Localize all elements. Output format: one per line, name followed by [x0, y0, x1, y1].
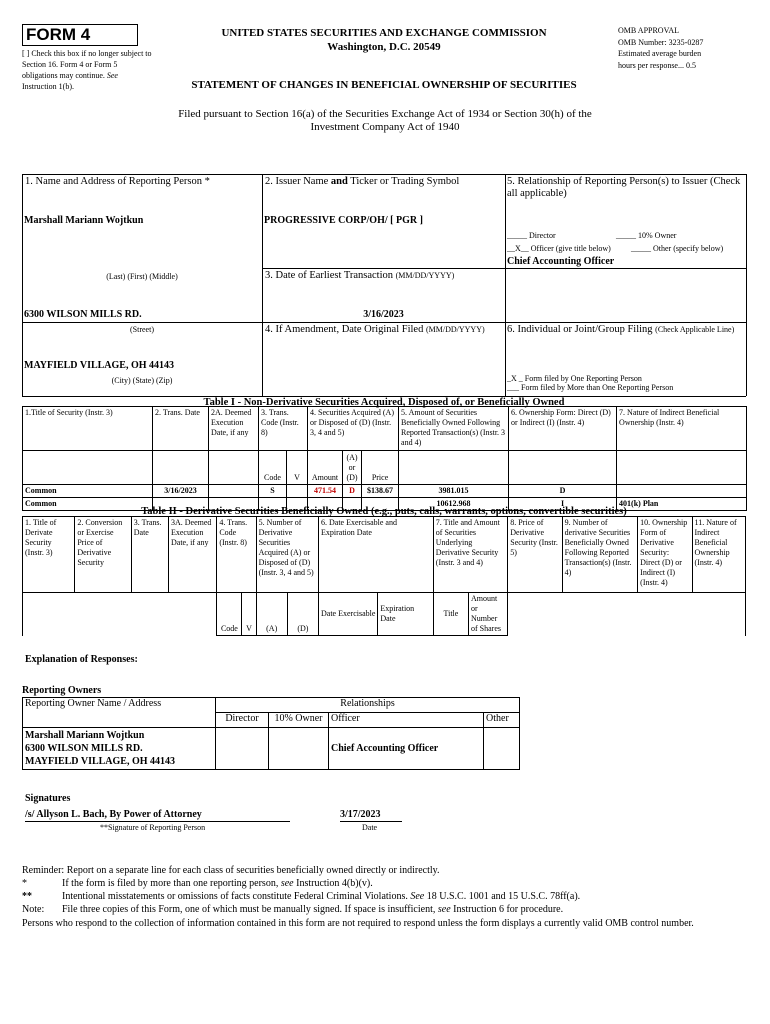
t2-h-owned: 9. Number of derivative Securities Beneficially Owned Following Reported Transaction(s) (Instr. 4) [562, 517, 638, 593]
statement-title: STATEMENT OF CHANGES IN BENEFICIAL OWNERSHIP OF SECURITIES [191, 79, 577, 91]
table2-title: Table II - Derivative Securities Beneficially Owned (e.g., puts, calls, warrants, options, convertible securities) [141, 506, 627, 517]
owners-col-officer: Officer [329, 713, 484, 728]
owners-col-director: Director [216, 713, 269, 728]
t1-sub-price: Price [362, 451, 399, 485]
issuer-name: PROGRESSIVE CORP/OH/ [ PGR ] [264, 215, 423, 226]
officer-title: Chief Accounting Officer [507, 256, 615, 267]
t1-h-title: 1.Title of Security (Instr. 3) [23, 407, 153, 451]
table1 [22, 406, 747, 511]
t1-sub-v: V [287, 451, 308, 485]
explanation-heading: Explanation of Responses: [25, 654, 138, 665]
t2-h-number: 5. Number of Derivative Securities Acquired (A) or Disposed of (D) (Instr. 3, 4 and 5) [256, 517, 318, 593]
checkbox-note[interactable]: [ ] Check this box if no longer subject to Section 16. Form 4 or Form 5 obligations may continue. See Instruction 1(b). [22, 49, 152, 91]
note-double-star-text: Intentional misstatements or omissions of facts constitute Federal Criminal Violations. See 18 U.S.C. 1001 and 15 U.S.C. 78ff(a). [62, 891, 581, 902]
signature-date: 3/17/2023 [340, 809, 381, 820]
owners-relationships: Relationships [216, 698, 520, 713]
owners-col-other: Other [484, 713, 520, 728]
note-star-text: If the form is filed by more than one reporting person, see Instruction 4(b)(v). [62, 878, 373, 889]
owners-heading: Reporting Owners [22, 685, 102, 696]
owners-col-10pct: 10% Owner [269, 713, 329, 728]
owners-col-name: Reporting Owner Name / Address [23, 698, 216, 728]
t1-h-deemed: 2A. Deemed Execution Date, if any [209, 407, 259, 451]
relationship-officer[interactable]: __X__ Officer (give title below) [507, 244, 611, 253]
t2-sub-title: Title [433, 593, 468, 636]
t1-h-acquired: 4. Securities Acquired (A) or Disposed of (D) (Instr. 3, 4 and 5) [308, 407, 399, 451]
filing-option-multiple[interactable]: ___ Form filed by More than One Reporting Person [507, 383, 674, 392]
t2-h-underlying: 7. Title and Amount of Securities Underlying Derivative Security (Instr. 3 and 4) [433, 517, 508, 593]
t1-h-amount-owned: 5. Amount of Securities Beneficially Owned Following Reported Transaction(s) (Instr. 3 and 4) [399, 407, 509, 451]
table-row: Common 3/16/2023 S 471.54 D $138.67 3981.015 D [23, 485, 747, 498]
table-row: Common 10612.968 I 401(k) Plan [23, 498, 747, 511]
t2-h-exercisable: 6. Date Exercisable and Expiration Date [319, 517, 434, 593]
signer-name: /s/ Allyson L. Bach, By Power of Attorney [25, 809, 202, 820]
t2-h-date: 3. Trans. Date [131, 517, 168, 593]
table2 [22, 516, 746, 636]
date-caption: Date [362, 823, 378, 832]
reporting-person-street: 6300 WILSON MILLS RD. [24, 309, 142, 320]
note-text: File three copies of this Form, one of which must be manually signed. If space is insufficient, see Instruction 6 for procedure. [62, 904, 564, 915]
filed-pursuant-line-1: Filed pursuant to Section 16(a) of the Securities Exchange Act of 1934 or Section 30(h) of the [178, 108, 592, 120]
t1-h-date: 2. Trans. Date [153, 407, 209, 451]
t2-h-title: 1. Title of Derivate Security (Instr. 3) [23, 517, 75, 593]
t1-sub-amount: Amount [308, 451, 343, 485]
t2-sub-v: V [242, 593, 256, 636]
form-title-box [22, 24, 138, 46]
t1-sub-code: Code [259, 451, 287, 485]
persons-statement: Persons who respond to the collection of information contained in this form are not required to respond unless the form displays a currently valid OMB control number. [22, 918, 694, 929]
earliest-transaction-date: 3/16/2023 [363, 309, 404, 320]
t1-h-ownership-form: 6. Ownership Form: Direct (D) or Indirect (I) (Instr. 4) [509, 407, 617, 451]
t2-sub-date-ex: Date Exercisable [319, 593, 378, 636]
street-hint: (Street) [130, 325, 154, 334]
t1-h-code: 3. Trans. Code (Instr. 8) [259, 407, 308, 451]
name-hint: (Last) (First) (Middle) [106, 272, 178, 281]
city-hint: (City) (State) (Zip) [111, 376, 173, 385]
box4-label: 4. If Amendment, Date Original Filed (MM/DD/YYYY) [265, 324, 485, 335]
t2-sub-d: (D) [287, 593, 318, 636]
relationship-10pct-owner[interactable]: _____ 10% Owner [616, 231, 677, 240]
note-label: Note: [22, 904, 45, 915]
reporting-person-name: Marshall Mariann Wojtkun [24, 215, 144, 226]
t1-h-nature: 7. Nature of Indirect Beneficial Ownership (Instr. 4) [617, 407, 747, 451]
box6-label: 6. Individual or Joint/Group Filing (Check Applicable Line) [507, 324, 735, 335]
t1-sub-aord: (A) or (D) [343, 451, 362, 485]
signer-caption: **Signature of Reporting Person [100, 823, 206, 832]
owners-table [22, 697, 520, 770]
t2-h-price: 8. Price of Derivative Security (Instr. 5) [508, 517, 562, 593]
filed-pursuant-line-2: Investment Company Act of 1940 [310, 121, 460, 133]
reminder: Reminder: Report on a separate line for each class of securities beneficially owned directly or indirectly. [22, 865, 440, 876]
t2-sub-amount: Amount or Number of Shares [469, 593, 508, 636]
t2-sub-a: (A) [256, 593, 287, 636]
t2-h-conversion: 2. Conversion or Exercise Price of Derivative Security [75, 517, 131, 593]
t2-h-deemed: 3A. Deemed Execution Date, if any [168, 517, 216, 593]
filing-option-one[interactable]: _X _ Form filed by One Reporting Person [507, 374, 642, 383]
t2-sub-exp: Expiration Date [378, 593, 433, 636]
agency-location: Washington, D.C. 20549 [327, 41, 441, 53]
agency-name: UNITED STATES SECURITIES AND EXCHANGE COMMISSION [221, 27, 547, 39]
box1-label: 1. Name and Address of Reporting Person * [25, 176, 210, 187]
relationship-other[interactable]: _____ Other (specify below) [631, 244, 724, 253]
t2-h-nature: 11. Nature of Indirect Beneficial Ownership (Instr. 4) [692, 517, 745, 593]
note-star: * [22, 878, 27, 889]
table1-title: Table I - Non-Derivative Securities Acquired, Disposed of, or Beneficially Owned [203, 397, 565, 408]
box5-label: 5. Relationship of Reporting Person(s) to Issuer (Check all applicable) [507, 176, 741, 199]
t2-sub-code: Code [217, 593, 242, 636]
relationship-director[interactable]: _____ Director [507, 231, 556, 240]
note-double-star: ** [22, 891, 32, 902]
box3-label: 3. Date of Earliest Transaction (MM/DD/YYYY) [265, 270, 455, 281]
form-title: FORM 4 [26, 25, 91, 44]
table-row: Marshall Mariann Wojtkun 6300 WILSON MILLS RD. MAYFIELD VILLAGE, OH 44143 Chief Accounting Officer [23, 728, 520, 770]
t2-h-code: 4. Trans. Code (Instr. 8) [217, 517, 256, 593]
signatures-heading: Signatures [25, 793, 71, 804]
reporting-person-city: MAYFIELD VILLAGE, OH 44143 [24, 360, 175, 371]
omb-approval: OMB APPROVAL OMB Number: 3235-0287 Estimated average burden hours per response... 0.5 [618, 26, 704, 70]
box2-label: 2. Issuer Name and Ticker or Trading Symbol [265, 176, 460, 187]
t2-h-form: 10. Ownership Form of Derivative Security: Direct (D) or Indirect (I) (Instr. 4) [638, 517, 692, 593]
